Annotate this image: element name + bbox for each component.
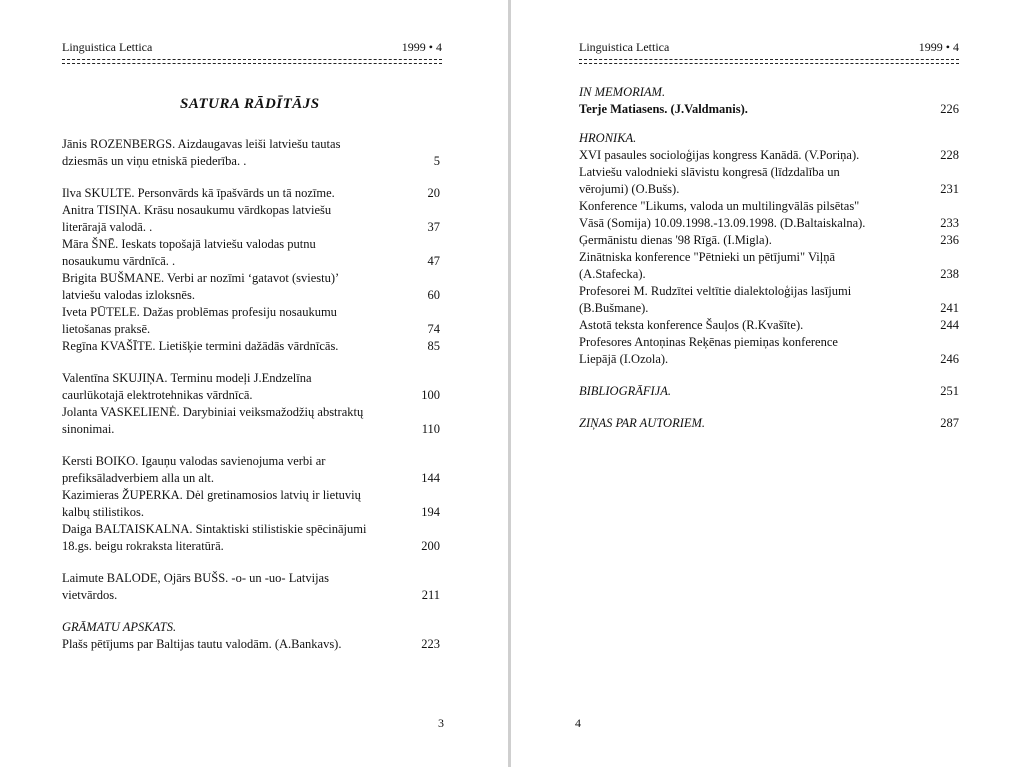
toc-left xyxy=(62,136,440,653)
header-rule xyxy=(579,59,959,60)
toc-page-number: 194 xyxy=(421,505,440,519)
toc-entry[interactable] xyxy=(62,370,440,404)
toc-entry-line: Kazimieras ŽUPERKA. Dėl gretinamosios latvių ir lietuvių xyxy=(62,488,361,502)
toc-entry-line: vietvārdos. xyxy=(62,588,118,602)
toc-entry-line: Daiga BALTAISKALNA. Sintaktiski stilistiskie spēcinājumi xyxy=(62,522,367,536)
toc-entry-line: sinonimai. xyxy=(62,422,115,436)
toc-entry[interactable] xyxy=(62,270,440,304)
toc-page-number: 85 xyxy=(427,339,440,353)
toc-entry[interactable] xyxy=(62,570,440,604)
section-heading-text: ZIŅAS PAR AUTORIEM. xyxy=(579,416,706,430)
toc-entry[interactable] xyxy=(62,202,440,236)
toc-page-number: 251 xyxy=(940,384,959,398)
toc-page-number: 200 xyxy=(421,539,440,553)
toc-entry-line: nosaukumu vārdnīcā. . xyxy=(62,254,176,268)
toc-entry[interactable] xyxy=(62,236,440,270)
toc-entry-line: Brigita BUŠMANE. Verbi ar nozīmi ‘gatavot (sviestu)’ xyxy=(62,271,340,285)
toc-entry-line: Valentīna SKUJIŅA. Terminu modeļi J.Endzelīna xyxy=(62,371,312,385)
toc-page-number: 246 xyxy=(940,352,959,366)
toc-page-number: 241 xyxy=(940,301,959,315)
toc-entry-line: Vāsā (Somija) 10.09.1998.-13.09.1998. (D.Baltaiskalna). xyxy=(579,216,866,230)
header-rule-2 xyxy=(579,63,959,64)
toc-right xyxy=(579,84,959,432)
toc-entry[interactable] xyxy=(62,304,440,338)
toc-entry[interactable] xyxy=(62,185,440,202)
toc-entry[interactable] xyxy=(579,283,959,317)
toc-entry[interactable] xyxy=(579,147,959,164)
toc-entry-line: literārajā valodā. . xyxy=(62,220,153,234)
toc-page-number: 228 xyxy=(940,148,959,162)
toc-page-number: 47 xyxy=(427,254,440,268)
toc-entry-bibliografija[interactable] xyxy=(579,383,959,400)
toc-entry-line: latviešu valodas izloksnēs. xyxy=(62,288,195,302)
toc-page-number: 223 xyxy=(421,637,440,651)
toc-entry[interactable] xyxy=(579,101,959,118)
toc-page-number: 236 xyxy=(940,233,959,247)
toc-entry[interactable] xyxy=(62,136,440,170)
toc-entry-line: Liepājā (I.Ozola). xyxy=(579,352,669,366)
section-heading-text: IN MEMORIAM. xyxy=(579,85,666,99)
toc-entry-line: Astotā teksta konference Šauļos (R.Kvašīte). xyxy=(579,318,804,332)
toc-entry-line: dziesmās un viņu etniskā piederība. . xyxy=(62,154,247,168)
toc-entry-line: Regīna KVAŠĪTE. Lietišķie termini dažādās vārdnīcās. xyxy=(62,339,339,353)
issue-number: 1999 • 4 xyxy=(401,40,442,54)
right-page xyxy=(511,0,1024,767)
toc-entry[interactable] xyxy=(579,232,959,249)
header-rule-2 xyxy=(62,63,442,64)
toc-entry-line: Laimute BALODE, Ojārs BUŠS. -o- un -uo- Latvijas xyxy=(62,571,329,585)
journal-title: Linguistica Lettica xyxy=(62,40,153,54)
toc-entry-line: Māra ŠNĒ. Ieskats topošajā latviešu valodas putnu xyxy=(62,237,316,251)
toc-page-number: 60 xyxy=(427,288,440,302)
toc-entry[interactable] xyxy=(62,453,440,487)
left-page xyxy=(0,0,508,767)
toc-entry-line: Latviešu valodnieki slāvistu kongresā (līdzdalība un xyxy=(579,165,840,179)
toc-entry-line: Jānis ROZENBERGS. Aizdaugavas leiši latviešu tautas xyxy=(62,137,341,151)
toc-entry[interactable] xyxy=(62,404,440,438)
toc-entry-line: Terje Matiasens. (J.Valdmanis). xyxy=(579,102,748,116)
toc-entry[interactable] xyxy=(579,198,959,232)
toc-entry[interactable] xyxy=(579,334,959,368)
toc-entry-line: Zinātniska konference "Pētnieki un pētījumi" Viļņā xyxy=(579,250,836,264)
toc-page-number: 144 xyxy=(421,471,440,485)
toc-page-number: 37 xyxy=(427,220,440,234)
section-heading-text: GRĀMATU APSKATS. xyxy=(62,620,177,634)
toc-page-number: 100 xyxy=(421,388,440,402)
issue-number: 1999 • 4 xyxy=(918,40,959,54)
toc-entry-line: Konference "Likums, valoda un multilingvālās pilsētas" xyxy=(579,199,860,213)
toc-entry[interactable] xyxy=(62,338,440,355)
toc-page-number: 5 xyxy=(433,154,440,168)
toc-entry[interactable] xyxy=(579,249,959,283)
toc-entry-line: caurlūkotajā elektrotehnikas vārdnīcā. xyxy=(62,388,253,402)
toc-page-number: 74 xyxy=(427,322,440,336)
toc-entry-line: XVI pasaules socioloģijas kongress Kanādā. (V.Poriņa). xyxy=(579,148,860,162)
toc-page-number: 226 xyxy=(940,102,959,116)
toc-entry-line: Ilva SKULTE. Personvārds kā īpašvārds un tā nozīme. xyxy=(62,186,335,200)
toc-entry[interactable] xyxy=(62,636,440,653)
toc-entry-line: (B.Bušmane). xyxy=(579,301,649,315)
toc-entry-line: vērojumi) (O.Bušs). xyxy=(579,182,680,196)
toc-page-number: 244 xyxy=(940,318,959,332)
section-heading-hronika xyxy=(579,130,959,147)
toc-page-number: 233 xyxy=(940,216,959,230)
toc-entry-line: Anitra TISIŅA. Krāsu nosaukumu vārdkopas latviešu xyxy=(62,203,332,217)
toc-entry[interactable] xyxy=(62,521,440,555)
toc-entry-line: prefiksāladverbiem alla un alt. xyxy=(62,471,215,485)
toc-page-number: 110 xyxy=(421,422,440,436)
section-heading-in-memoriam xyxy=(579,84,959,101)
toc-entry[interactable] xyxy=(579,317,959,334)
toc-entry[interactable] xyxy=(62,487,440,521)
toc-entry-line: Iveta PŪTELE. Dažas problēmas profesiju nosaukumu xyxy=(62,305,337,319)
toc-page-number: 287 xyxy=(940,416,959,430)
page-number: 3 xyxy=(438,716,444,730)
toc-entry-line: Ģermānistu dienas '98 Rīgā. (I.Migla). xyxy=(579,233,772,247)
page-number: 4 xyxy=(575,716,581,730)
toc-entry-zinas-par-autoriem[interactable] xyxy=(579,415,959,432)
section-heading-text: BIBLIOGRĀFIJA. xyxy=(579,384,671,398)
toc-entry-line: Plašs pētījums par Baltijas tautu valodām. (A.Bankavs). xyxy=(62,637,342,651)
toc-entry-line: lietošanas praksē. xyxy=(62,322,151,336)
toc-entry-line: kalbų stilistikos. xyxy=(62,505,144,519)
toc-entry-line: 18.gs. beigu rokraksta literatūrā. xyxy=(62,539,224,553)
toc-entry-line: Kersti BOIKO. Igauņu valodas savienojuma verbi ar xyxy=(62,454,326,468)
toc-entry-line: Profesorei M. Rudzītei veltītie dialektoloģijas lasījumi xyxy=(579,284,852,298)
toc-page-number: 20 xyxy=(427,186,440,200)
journal-title: Linguistica Lettica xyxy=(579,40,670,54)
toc-entry-line: Profesores Antoņinas Reķēnas piemiņas konference xyxy=(579,335,838,349)
toc-entry-line: Jolanta VASKELIENĖ. Darybiniai veiksmažodžių abstraktų xyxy=(62,405,364,419)
toc-entry-line: (A.Stafecka). xyxy=(579,267,646,281)
toc-entry[interactable] xyxy=(579,164,959,198)
toc-page-number: 238 xyxy=(940,267,959,281)
section-heading-text: HRONIKA. xyxy=(579,131,637,145)
toc-title: SATURA RĀDĪTĀJS xyxy=(180,96,320,112)
header-rule xyxy=(62,59,442,60)
section-heading-gramatu-apskats xyxy=(62,619,440,636)
toc-page-number: 231 xyxy=(940,182,959,196)
toc-page-number: 211 xyxy=(421,588,440,602)
